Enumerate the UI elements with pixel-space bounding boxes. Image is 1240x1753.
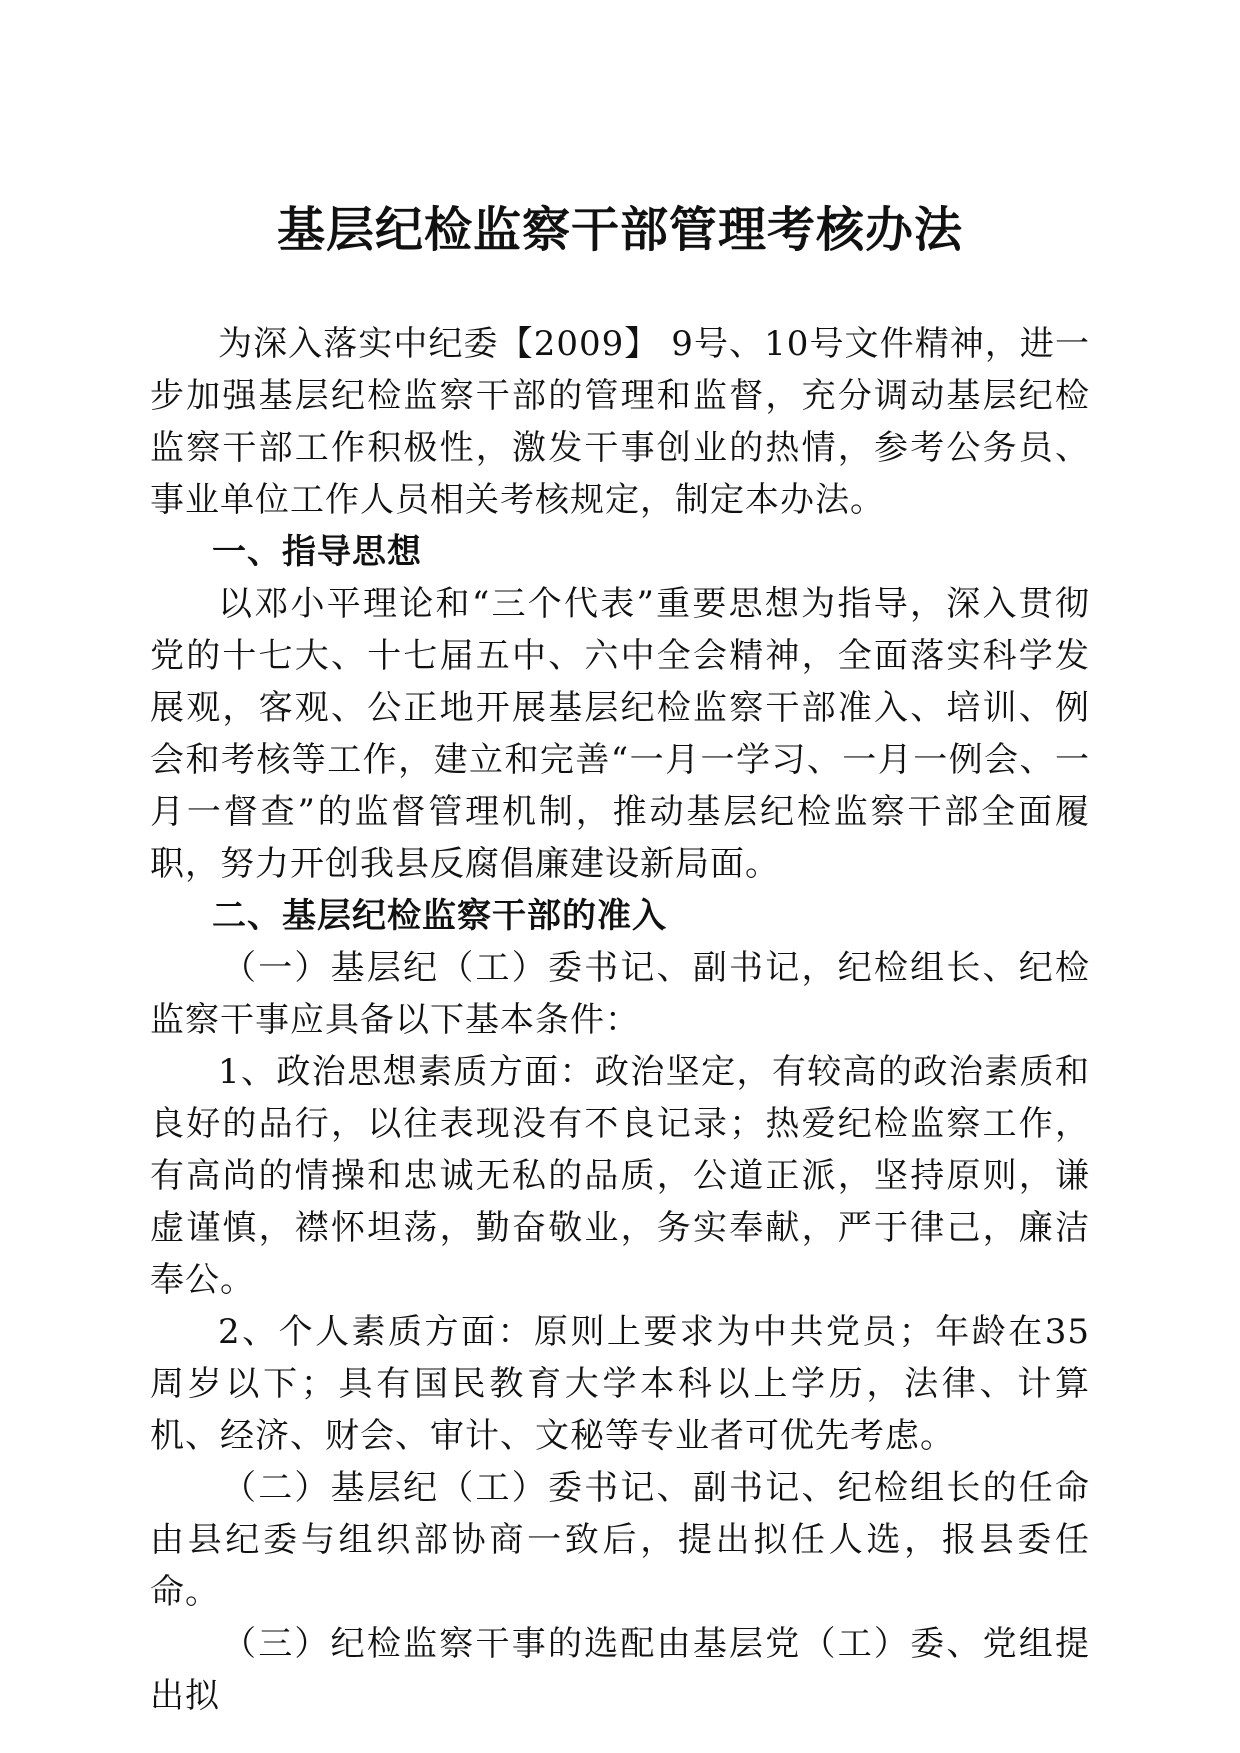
document-body — [150, 318, 1090, 1722]
access-condition-political: 1、政治思想素质方面：政治坚定，有较高的政治素质和良好的品行，以往表现没有不良记录；热爱纪检监察工作，有高尚的情操和忠诚无私的品质，公道正派，坚持原则，谦虚谨慎，襟怀坦荡，勤奋敬业，务实奉献，严于律己，廉洁奉公。 — [150, 1052, 1090, 1300]
intro-paragraph: 为深入落实中纪委【2009】 9号、10号文件精神，进一步加强基层纪检监察干部的管理和监督，充分调动基层纪检监察干部工作积极性，激发干事创业的热情，参考公务员、事业单位工作人员相关考核规定，制定本办法。 — [150, 324, 1090, 520]
section-heading-guiding-ideology: 一、指导思想 — [212, 532, 422, 572]
access-item-1: （一）基层纪（工）委书记、副书记，纪检组长、纪检监察干事应具备以下基本条件： — [150, 948, 1090, 1040]
access-condition-personal: 2、个人素质方面：原则上要求为中共党员；年龄在35周岁以下；具有国民教育大学本科以上学历，法律、计算机、经济、财会、审计、文秘等专业者可优先考虑。 — [150, 1312, 1090, 1456]
guiding-ideology-paragraph: 以邓小平理论和“三个代表”重要思想为指导，深入贯彻党的十七大、十七届五中、六中全会精神，全面落实科学发展观，客观、公正地开展基层纪检监察干部准入、培训、例会和考核等工作，建立和完善“一月一学习、一月一例会、一月一督查”的监督管理机制，推动基层纪检监察干部全面履职，努力开创我县反腐倡廉建设新局面。 — [150, 584, 1090, 884]
access-item-2: （二）基层纪（工）委书记、副书记、纪检组长的任命由县纪委与组织部协商一致后，提出拟任人选，报县委任命。 — [150, 1468, 1090, 1612]
section-heading-access: 二、基层纪检监察干部的准入 — [212, 896, 667, 936]
access-item-3: （三）纪检监察干事的选配由基层党（工）委、党组提出拟 — [150, 1624, 1090, 1716]
document-title: 基层纪检监察干部管理考核办法 — [276, 202, 963, 258]
